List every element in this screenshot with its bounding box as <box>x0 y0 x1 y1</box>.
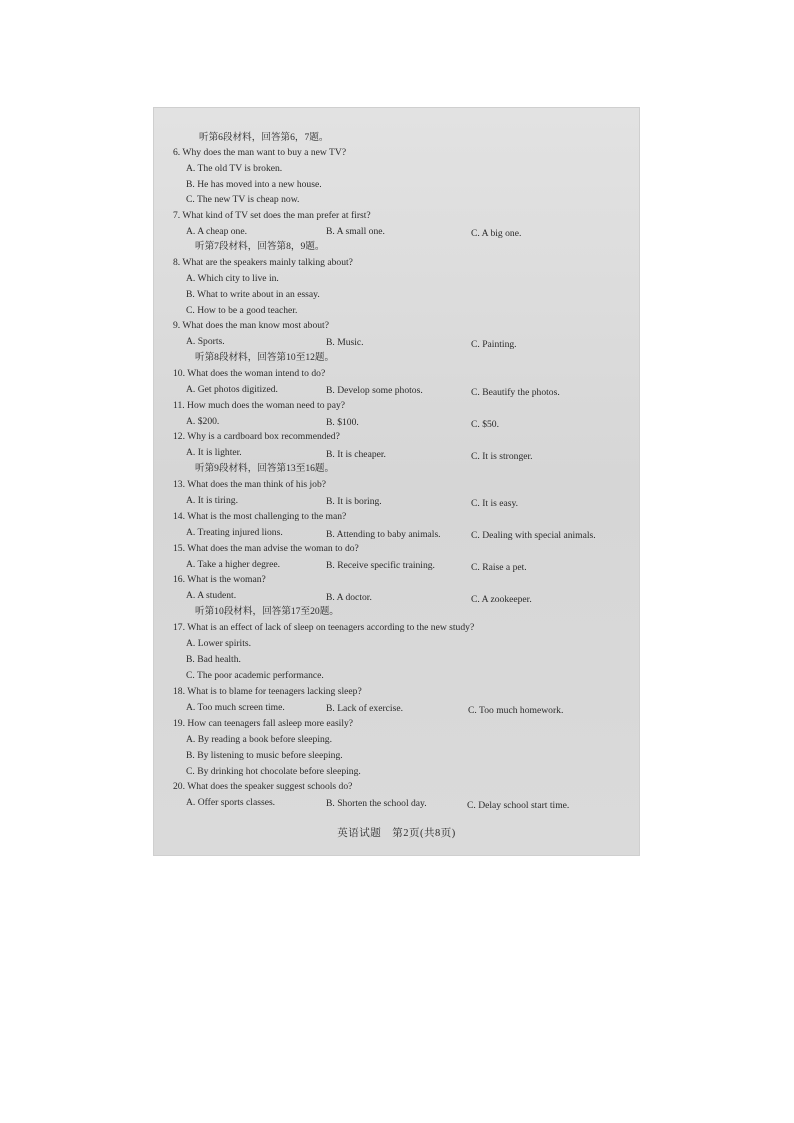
question-6-option-b: B. He has moved into a new house. <box>186 179 322 190</box>
question-14: 14. What is the most challenging to the man? <box>173 511 347 522</box>
question-18-option-a: A. Too much screen time. <box>186 702 285 713</box>
question-9-option-c: C. Painting. <box>471 339 517 350</box>
question-8-option-c: C. How to be a good teacher. <box>186 305 298 316</box>
page-footer: 英语试题 第2页(共8页) <box>337 828 456 839</box>
question-16-option-a: A. A student. <box>186 590 237 601</box>
question-8-option-a: A. Which city to live in. <box>186 273 279 284</box>
question-19: 19. How can teenagers fall asleep more easily? <box>173 718 354 729</box>
question-10-option-a: A. Get photos digitized. <box>186 384 278 395</box>
question-15-option-b: B. Receive specific training. <box>326 560 435 571</box>
question-15-option-c: C. Raise a pet. <box>471 562 527 573</box>
question-10-option-c: C. Beautify the photos. <box>471 387 560 398</box>
question-7-option-b: B. A small one. <box>326 226 385 237</box>
question-15-option-a: A. Take a higher degree. <box>186 559 280 570</box>
question-7-option-c: C. A big one. <box>471 228 522 239</box>
question-17: 17. What is an effect of lack of sleep on teenagers according to the new study? <box>173 622 475 633</box>
question-6-option-c: C. The new TV is cheap now. <box>186 194 300 205</box>
question-12-option-a: A. It is lighter. <box>186 447 242 458</box>
question-10: 10. What does the woman intend to do? <box>173 368 326 379</box>
question-12-option-b: B. It is cheaper. <box>326 449 386 460</box>
question-19-option-a: A. By reading a book before sleeping. <box>186 734 332 745</box>
question-6: 6. Why does the man want to buy a new TV? <box>173 147 347 158</box>
section-heading-8: 听第8段材料，回答第10至12题。 <box>195 352 335 363</box>
question-11-option-c: C. $50. <box>471 419 499 430</box>
section-heading-10: 听第10段材料，回答第17至20题。 <box>195 606 339 617</box>
question-16: 16. What is the woman? <box>173 574 266 585</box>
question-12: 12. Why is a cardboard box recommended? <box>173 431 340 442</box>
question-17-option-b: B. Bad health. <box>186 654 241 665</box>
question-13: 13. What does the man think of his job? <box>173 479 327 490</box>
question-20-option-a: A. Offer sports classes. <box>186 797 276 808</box>
question-19-option-c: C. By drinking hot chocolate before sleeping. <box>186 766 361 777</box>
question-16-option-c: C. A zookeeper. <box>471 594 532 605</box>
question-6-option-a: A. The old TV is broken. <box>186 163 283 174</box>
question-18: 18. What is to blame for teenagers lacking sleep? <box>173 686 362 697</box>
question-7-option-a: A. A cheap one. <box>186 226 248 237</box>
question-11-option-b: B. $100. <box>326 417 359 428</box>
question-13-option-b: B. It is boring. <box>326 496 382 507</box>
question-17-option-a: A. Lower spirits. <box>186 638 252 649</box>
question-20: 20. What does the speaker suggest schools do? <box>173 781 353 792</box>
question-13-option-c: C. It is easy. <box>471 498 519 509</box>
question-9-option-a: A. Sports. <box>186 336 225 347</box>
question-8: 8. What are the speakers mainly talking about? <box>173 257 353 268</box>
question-18-option-c: C. Too much homework. <box>468 705 564 716</box>
question-8-option-b: B. What to write about in an essay. <box>186 289 320 300</box>
question-11-option-a: A. $200. <box>186 416 220 427</box>
question-7: 7. What kind of TV set does the man prefer at first? <box>173 210 371 221</box>
section-heading-9: 听第9段材料，回答第13至16题。 <box>195 463 335 474</box>
question-17-option-c: C. The poor academic performance. <box>186 670 324 681</box>
question-12-option-c: C. It is stronger. <box>471 451 533 462</box>
question-20-option-c: C. Delay school start time. <box>467 800 570 811</box>
scanned-page <box>153 107 640 856</box>
question-10-option-b: B. Develop some photos. <box>326 385 423 396</box>
question-14-option-a: A. Treating injured lions. <box>186 527 283 538</box>
question-20-option-b: B. Shorten the school day. <box>326 798 427 809</box>
question-14-option-b: B. Attending to baby animals. <box>326 529 441 540</box>
question-13-option-a: A. It is tiring. <box>186 495 238 506</box>
question-16-option-b: B. A doctor. <box>326 592 372 603</box>
question-15: 15. What does the man advise the woman to do? <box>173 543 359 554</box>
section-heading-6: 听第6段材料，回答第6，7题。 <box>199 132 329 143</box>
question-9: 9. What does the man know most about? <box>173 320 329 331</box>
question-18-option-b: B. Lack of exercise. <box>326 703 403 714</box>
question-11: 11. How much does the woman need to pay? <box>173 400 346 411</box>
question-14-option-c: C. Dealing with special animals. <box>471 530 596 541</box>
section-heading-7: 听第7段材料，回答第8，9题。 <box>195 241 325 252</box>
question-9-option-b: B. Music. <box>326 337 364 348</box>
question-19-option-b: B. By listening to music before sleeping. <box>186 750 343 761</box>
